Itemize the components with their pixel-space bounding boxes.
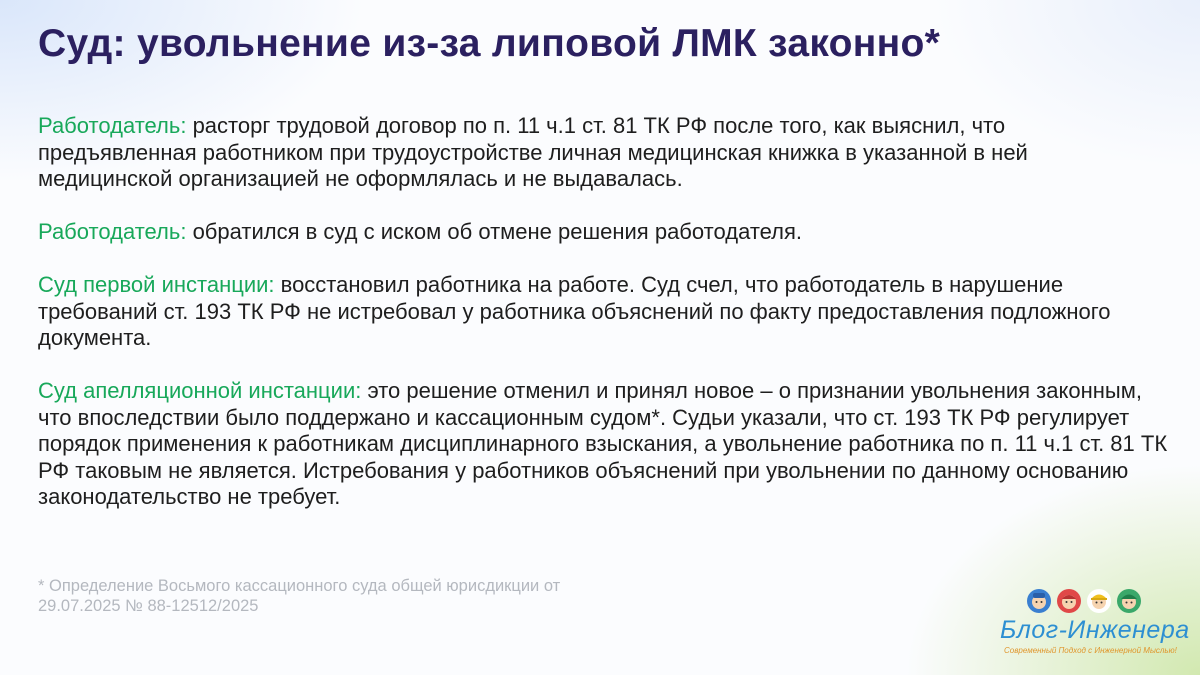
footnote-line: * Определение Восьмого кассационного суда общей юрисдикции от (38, 577, 561, 595)
article-body (38, 113, 1168, 537)
engineer-face-red-icon (1056, 588, 1082, 614)
engineer-face-blue-icon (1026, 588, 1052, 614)
paragraph-text: расторг трудовой договор по п. 11 ч.1 ст. 81 ТК РФ после того, как выяснил, что предъявленная работником при трудоустройстве личная медицинская книжка в указанной в ней медицинской организацией не оформлялась и не выдавалась. (38, 113, 1028, 191)
paragraph-first-instance (38, 272, 1168, 352)
footnote (38, 576, 738, 616)
paragraph-text: обратился в суд с иском об отмене решения работодателя. (186, 219, 803, 244)
paragraph-text: восстановил работника на работе. Суд счел, что работодатель в нарушение требований ст. 193 ТК РФ не истребовал у работника объяснений по факту предоставления подложного документа. (38, 272, 1111, 350)
paragraph-lead: Работодатель: (38, 113, 187, 138)
paragraph-employer-action (38, 113, 1168, 193)
logo-tagline: Современный Подход с Инженерной Мыслью! (1004, 646, 1177, 655)
paragraph-lead: Суд апелляционной инстанции: (38, 378, 362, 403)
page-title: Суд: увольнение из-за липовой ЛМК законно* (38, 22, 941, 65)
engineer-face-yellow-icon (1086, 588, 1112, 614)
blog-logo (996, 588, 1190, 663)
paragraph-text: это решение отменил и принял новое – о признании увольнения законным, что впоследствии было поддержано и кассационным судом*. Судьи указали, что ст. 193 ТК РФ регулирует порядок применения к работникам дисциплинарного взыскания, а увольнение работника по п. 11 ч.1 ст. 81 ТК РФ таковым не является. Истребования у работников объяснений при увольнении по данному основанию законодательство не требует. (38, 378, 1168, 509)
logo-faces (1026, 588, 1142, 614)
engineer-face-green-icon (1116, 588, 1142, 614)
paragraph-lead: Суд первой инстанции: (38, 272, 275, 297)
paragraph-appeal (38, 378, 1168, 511)
logo-name: Блог-Инженера (1000, 616, 1190, 644)
paragraph-employer-lawsuit (38, 219, 1168, 246)
paragraph-lead: Работодатель: (38, 219, 187, 244)
footnote-line: 29.07.2025 № 88-12512/2025 (38, 597, 259, 615)
